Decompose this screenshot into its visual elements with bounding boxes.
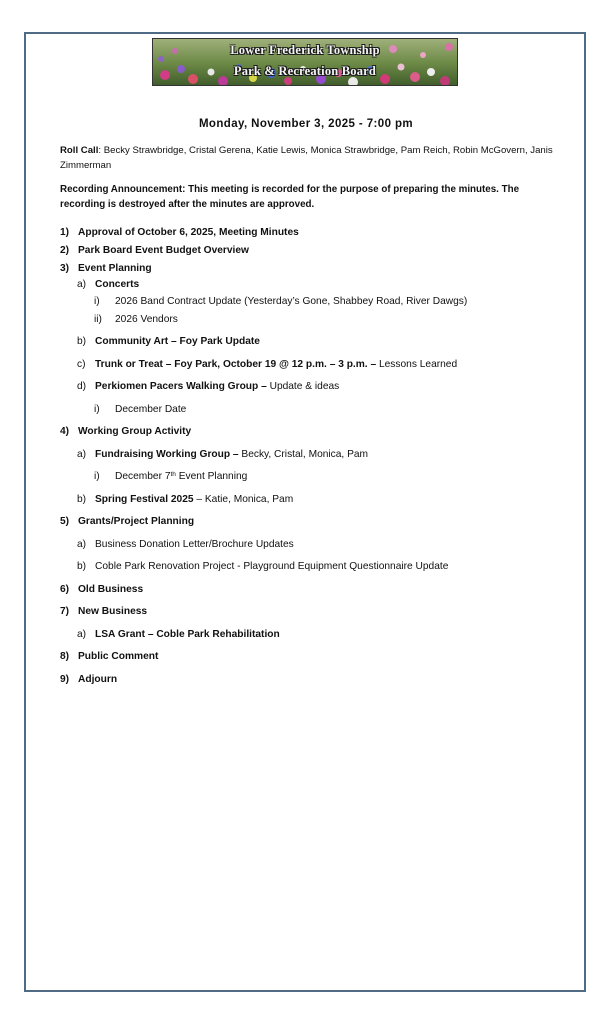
item-text: Working Group Activity [78,426,192,437]
roll-call-label: Roll Call [60,145,99,156]
agenda-item-4 [60,425,191,439]
item-text-bold: Trunk or Treat – Foy Park, October 19 @ 12 p.m. – 3 p.m. – [95,359,377,370]
item-roman: ii) [94,314,102,325]
item-letter: a) [77,279,87,290]
item-number: 6) [60,584,70,595]
item-letter: d) [77,381,87,392]
item-letter: a) [77,449,87,460]
item-text: Coble Park Renovation Project - Playground Equipment Questionnaire Update [95,561,449,572]
banner-title-line-1: Lower Frederick Township [230,43,380,57]
agenda-item-2 [60,244,249,258]
page-border [24,32,586,992]
item-number: 4) [60,426,70,437]
item-text: Event Planning [78,263,152,274]
item-text: Update & ideas [266,381,340,392]
item-text: 2026 Band Contract Update (Yesterday’s Gone, Shabbey Road, River Dawgs) [115,296,468,307]
banner-title-line-2: Park & Recreation Board [233,64,377,78]
recording-announcement: Recording Announcement: This meeting is recorded for the purpose of preparing the minutes. The recording is destroyed after the minutes are approved. [60,184,520,210]
item-letter: b) [77,494,87,505]
item-text-bold: Fundraising Working Group – [95,449,239,460]
item-text: Grants/Project Planning [78,516,195,527]
item-text: LSA Grant – Coble Park Rehabilitation [95,629,280,640]
agenda-item-3a [77,278,139,292]
item-number: 3) [60,263,70,274]
agenda-item-6 [60,583,143,597]
agenda-item-1 [60,226,299,240]
item-text: 2026 Vendors [115,314,178,325]
agenda-item-4a-i [94,470,247,484]
agenda-item-7a [77,628,280,642]
item-text-end: Event Planning [175,471,248,482]
item-number: 7) [60,606,70,617]
item-text: Old Business [78,584,144,595]
agenda-item-3d [77,380,339,394]
item-text-bold: Spring Festival 2025 [95,494,194,505]
item-number: 5) [60,516,70,527]
item-text: Becky, Cristal, Monica, Pam [238,449,369,460]
item-letter: b) [77,336,87,347]
item-letter: a) [77,539,87,550]
item-text: Business Donation Letter/Brochure Updates [95,539,294,550]
agenda-item-3a-i [94,295,467,309]
item-text: Adjourn [78,674,118,685]
agenda-item-7 [60,605,147,619]
agenda-item-5 [60,515,194,529]
item-text: December Date [115,404,187,415]
agenda-item-4a [77,448,368,462]
item-letter: a) [77,629,87,640]
agenda-item-9 [60,673,117,687]
item-roman: i) [94,471,100,482]
agenda-item-8 [60,650,158,664]
item-text: Park Board Event Budget Overview [78,245,249,256]
ordinal-suffix: th [170,471,176,478]
item-text: December 7 [115,471,171,482]
item-letter: c) [77,359,86,370]
item-number: 9) [60,674,70,685]
roll-call-names: : Becky Strawbridge, Cristal Gerena, Katie Lewis, Monica Strawbridge, Pam Reich, Robin McGovern, Janis Zimmerman [60,145,553,171]
agenda-item-3b [77,335,260,349]
agenda-item-3 [60,262,152,276]
agenda-item-3c [77,358,457,372]
item-number: 8) [60,651,70,662]
agenda-item-5a [77,538,294,552]
item-text: Approval of October 6, 2025, Meeting Minutes [78,227,299,238]
agenda-item-3d-i [94,403,186,417]
item-text: Lessons Learned [376,359,458,370]
agenda-item-4b [77,493,293,507]
item-letter: b) [77,561,87,572]
item-roman: i) [94,296,100,307]
item-number: 2) [60,245,70,256]
meeting-date: Monday, November 3, 2025 - 7:00 pm [198,118,414,130]
item-text: – Katie, Monica, Pam [193,494,294,505]
item-roman: i) [94,404,100,415]
agenda-item-3a-ii [94,313,178,327]
roll-call [60,143,560,173]
header-banner [152,38,458,86]
item-text: Public Comment [78,651,159,662]
agenda-item-5b [77,560,448,574]
item-text: Community Art – Foy Park Update [95,336,260,347]
item-text: Concerts [95,279,140,290]
item-text-bold: Perkiomen Pacers Walking Group – [95,381,267,392]
item-text: New Business [78,606,148,617]
item-number: 1) [60,227,70,238]
